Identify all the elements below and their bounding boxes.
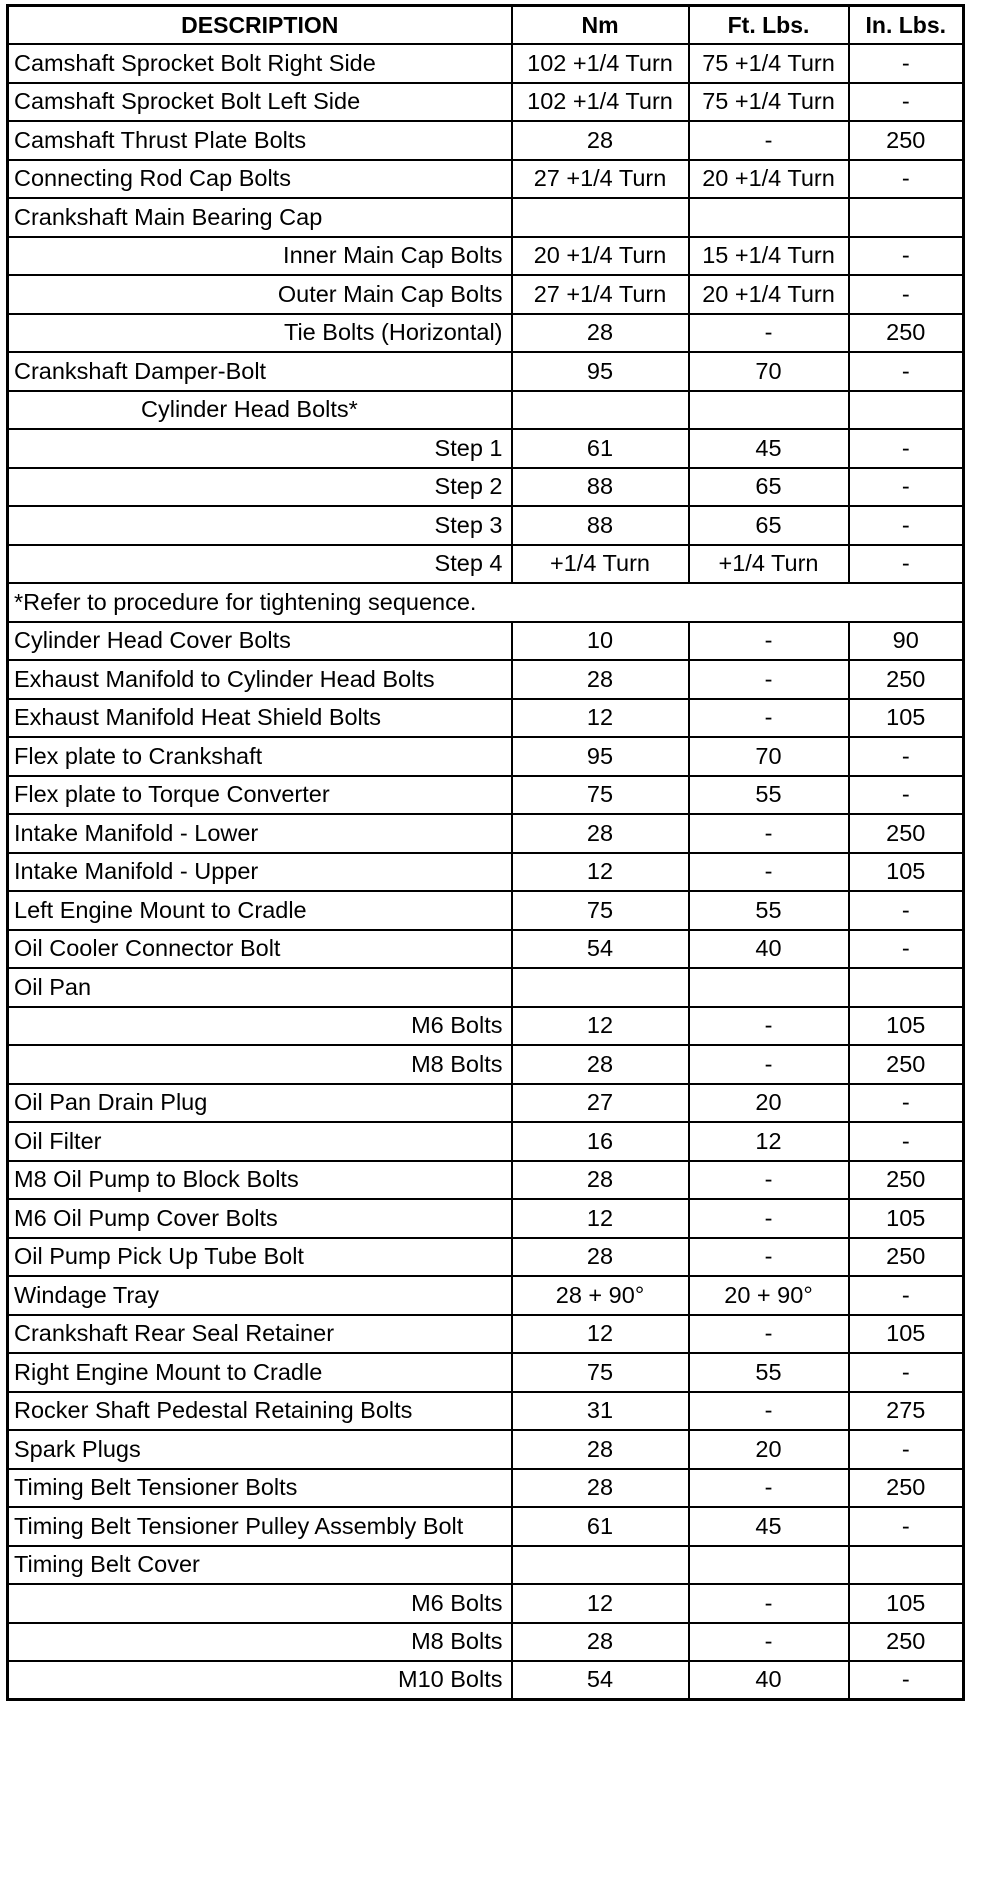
table-row (8, 968, 964, 1007)
table-row (8, 1315, 964, 1354)
table-row (8, 1623, 964, 1662)
ft-lbs-cell: - (689, 121, 849, 160)
nm-cell: 28 (512, 1623, 689, 1662)
table-row (8, 468, 964, 507)
table-row (8, 1392, 964, 1431)
ft-lbs-cell: - (689, 314, 849, 353)
description-cell: M6 Bolts (8, 1584, 512, 1623)
table-row (8, 814, 964, 853)
nm-cell: 95 (512, 737, 689, 776)
ft-lbs-cell: 20 +1/4 Turn (689, 160, 849, 199)
in-lbs-cell: 250 (849, 1469, 964, 1508)
nm-cell: 12 (512, 1007, 689, 1046)
nm-cell (512, 198, 689, 237)
ft-lbs-cell: - (689, 814, 849, 853)
in-lbs-cell: - (849, 1507, 964, 1546)
description-cell: Cylinder Head Bolts* (8, 391, 512, 430)
in-lbs-cell: 250 (849, 314, 964, 353)
in-lbs-cell: - (849, 776, 964, 815)
description-cell: Windage Tray (8, 1276, 512, 1315)
footnote: *Refer to procedure for tightening sequence. (8, 583, 964, 622)
description-cell: M10 Bolts (8, 1661, 512, 1700)
in-lbs-cell: - (849, 1276, 964, 1315)
ft-lbs-cell: 20 (689, 1430, 849, 1469)
description-cell: Step 2 (8, 468, 512, 507)
table-row (8, 853, 964, 892)
table-row (8, 891, 964, 930)
table-row (8, 583, 964, 622)
table-row (8, 622, 964, 661)
ft-lbs-cell: - (689, 660, 849, 699)
ft-lbs-cell: 75 +1/4 Turn (689, 83, 849, 122)
ft-lbs-cell: 55 (689, 1353, 849, 1392)
in-lbs-cell: - (849, 1430, 964, 1469)
torque-spec-table (6, 4, 965, 1701)
in-lbs-cell: - (849, 237, 964, 276)
nm-cell: 28 (512, 314, 689, 353)
ft-lbs-cell: - (689, 1392, 849, 1431)
nm-cell: 12 (512, 699, 689, 738)
table-row (8, 1199, 964, 1238)
in-lbs-cell: 105 (849, 1315, 964, 1354)
ft-lbs-cell: - (689, 1007, 849, 1046)
description-cell: Cylinder Head Cover Bolts (8, 622, 512, 661)
in-lbs-cell: - (849, 1122, 964, 1161)
ft-lbs-cell: 65 (689, 468, 849, 507)
nm-cell: 28 + 90° (512, 1276, 689, 1315)
nm-cell: 27 +1/4 Turn (512, 275, 689, 314)
table-row (8, 314, 964, 353)
in-lbs-cell: 275 (849, 1392, 964, 1431)
description-cell: Right Engine Mount to Cradle (8, 1353, 512, 1392)
description-cell: Step 4 (8, 545, 512, 584)
in-lbs-cell: 250 (849, 1161, 964, 1200)
ft-lbs-cell: - (689, 1315, 849, 1354)
ft-lbs-cell (689, 1546, 849, 1585)
description-cell: M8 Bolts (8, 1623, 512, 1662)
nm-cell: 61 (512, 1507, 689, 1546)
in-lbs-cell: - (849, 930, 964, 969)
description-cell: Connecting Rod Cap Bolts (8, 160, 512, 199)
ft-lbs-cell: 20 +1/4 Turn (689, 275, 849, 314)
description-cell: Camshaft Thrust Plate Bolts (8, 121, 512, 160)
ft-lbs-cell: 75 +1/4 Turn (689, 44, 849, 83)
table-row (8, 275, 964, 314)
nm-cell: 102 +1/4 Turn (512, 83, 689, 122)
in-lbs-cell: - (849, 275, 964, 314)
table-row (8, 83, 964, 122)
in-lbs-cell: - (849, 83, 964, 122)
ft-lbs-cell: - (689, 1584, 849, 1623)
description-cell: M6 Bolts (8, 1007, 512, 1046)
nm-cell: 54 (512, 930, 689, 969)
description-cell: Camshaft Sprocket Bolt Left Side (8, 83, 512, 122)
ft-lbs-cell: - (689, 1045, 849, 1084)
ft-lbs-cell: 20 + 90° (689, 1276, 849, 1315)
ft-lbs-cell: - (689, 1199, 849, 1238)
in-lbs-cell (849, 391, 964, 430)
in-lbs-cell: - (849, 429, 964, 468)
in-lbs-cell: - (849, 352, 964, 391)
table-row (8, 1276, 964, 1315)
in-lbs-cell: - (849, 737, 964, 776)
description-cell: Inner Main Cap Bolts (8, 237, 512, 276)
description-cell: Intake Manifold - Upper (8, 853, 512, 892)
nm-cell: 102 +1/4 Turn (512, 44, 689, 83)
in-lbs-cell: - (849, 891, 964, 930)
ft-lbs-cell: 15 +1/4 Turn (689, 237, 849, 276)
in-lbs-cell: - (849, 160, 964, 199)
table-row (8, 776, 964, 815)
nm-cell: 12 (512, 1315, 689, 1354)
ft-lbs-cell: 55 (689, 891, 849, 930)
description-cell: Crankshaft Main Bearing Cap (8, 198, 512, 237)
table-row (8, 44, 964, 83)
table-row (8, 1507, 964, 1546)
header-row (8, 6, 964, 45)
table-row (8, 506, 964, 545)
table-row (8, 121, 964, 160)
in-lbs-cell: - (849, 1661, 964, 1700)
nm-cell (512, 391, 689, 430)
ft-lbs-cell: 55 (689, 776, 849, 815)
description-cell: M8 Bolts (8, 1045, 512, 1084)
description-cell: Camshaft Sprocket Bolt Right Side (8, 44, 512, 83)
nm-cell: 75 (512, 891, 689, 930)
description-cell: Crankshaft Damper-Bolt (8, 352, 512, 391)
description-cell: Oil Cooler Connector Bolt (8, 930, 512, 969)
in-lbs-cell (849, 198, 964, 237)
in-lbs-cell (849, 968, 964, 1007)
description-cell: Outer Main Cap Bolts (8, 275, 512, 314)
in-lbs-cell: 250 (849, 1238, 964, 1277)
ft-lbs-cell: +1/4 Turn (689, 545, 849, 584)
nm-cell: 28 (512, 121, 689, 160)
in-lbs-cell: 105 (849, 1199, 964, 1238)
description-cell: Oil Pump Pick Up Tube Bolt (8, 1238, 512, 1277)
nm-cell: 28 (512, 1238, 689, 1277)
in-lbs-cell: 90 (849, 622, 964, 661)
table-row (8, 1161, 964, 1200)
description-cell: Step 3 (8, 506, 512, 545)
ft-lbs-cell: 70 (689, 737, 849, 776)
in-lbs-cell: 250 (849, 1623, 964, 1662)
in-lbs-cell: - (849, 44, 964, 83)
nm-cell: 88 (512, 506, 689, 545)
table-row (8, 545, 964, 584)
ft-lbs-cell: 65 (689, 506, 849, 545)
nm-cell: 54 (512, 1661, 689, 1700)
nm-cell: 28 (512, 660, 689, 699)
description-cell: Rocker Shaft Pedestal Retaining Bolts (8, 1392, 512, 1431)
table-body (8, 44, 964, 1700)
table-row (8, 930, 964, 969)
nm-cell: 95 (512, 352, 689, 391)
ft-lbs-cell: - (689, 1238, 849, 1277)
ft-lbs-cell: 20 (689, 1084, 849, 1123)
table-row (8, 1661, 964, 1700)
in-lbs-cell: - (849, 1353, 964, 1392)
ft-lbs-cell: 45 (689, 1507, 849, 1546)
nm-cell: 28 (512, 1469, 689, 1508)
table-row (8, 352, 964, 391)
nm-cell: 12 (512, 1584, 689, 1623)
table-row (8, 1469, 964, 1508)
ft-lbs-cell: 40 (689, 930, 849, 969)
table-row (8, 160, 964, 199)
header-nm: Nm (512, 6, 689, 45)
nm-cell: 10 (512, 622, 689, 661)
nm-cell (512, 1546, 689, 1585)
header-ft-lbs: Ft. Lbs. (689, 6, 849, 45)
description-cell: Flex plate to Torque Converter (8, 776, 512, 815)
description-cell: M8 Oil Pump to Block Bolts (8, 1161, 512, 1200)
in-lbs-cell: - (849, 545, 964, 584)
ft-lbs-cell (689, 198, 849, 237)
nm-cell: 20 +1/4 Turn (512, 237, 689, 276)
table-row (8, 391, 964, 430)
in-lbs-cell (849, 1546, 964, 1585)
description-cell: Intake Manifold - Lower (8, 814, 512, 853)
description-cell: Exhaust Manifold Heat Shield Bolts (8, 699, 512, 738)
description-cell: Step 1 (8, 429, 512, 468)
nm-cell (512, 968, 689, 1007)
nm-cell: 88 (512, 468, 689, 507)
nm-cell: 28 (512, 1430, 689, 1469)
table-row (8, 1584, 964, 1623)
in-lbs-cell: - (849, 1084, 964, 1123)
in-lbs-cell: 105 (849, 1584, 964, 1623)
ft-lbs-cell: - (689, 699, 849, 738)
table-row (8, 660, 964, 699)
nm-cell: 31 (512, 1392, 689, 1431)
description-cell: Oil Filter (8, 1122, 512, 1161)
description-cell: Tie Bolts (Horizontal) (8, 314, 512, 353)
ft-lbs-cell: 70 (689, 352, 849, 391)
header-description: DESCRIPTION (8, 6, 512, 45)
in-lbs-cell: - (849, 506, 964, 545)
table-row (8, 1122, 964, 1161)
description-cell: Timing Belt Cover (8, 1546, 512, 1585)
nm-cell: 27 +1/4 Turn (512, 160, 689, 199)
table-row (8, 429, 964, 468)
nm-cell: 28 (512, 814, 689, 853)
ft-lbs-cell: - (689, 622, 849, 661)
table-row (8, 737, 964, 776)
ft-lbs-cell (689, 968, 849, 1007)
table-row (8, 699, 964, 738)
table-row (8, 198, 964, 237)
table-row (8, 1238, 964, 1277)
in-lbs-cell: 250 (849, 814, 964, 853)
ft-lbs-cell: 45 (689, 429, 849, 468)
nm-cell: 61 (512, 429, 689, 468)
description-cell: Exhaust Manifold to Cylinder Head Bolts (8, 660, 512, 699)
nm-cell: 28 (512, 1045, 689, 1084)
nm-cell: 27 (512, 1084, 689, 1123)
ft-lbs-cell: - (689, 1161, 849, 1200)
description-cell: Spark Plugs (8, 1430, 512, 1469)
description-cell: Timing Belt Tensioner Bolts (8, 1469, 512, 1508)
in-lbs-cell: 105 (849, 699, 964, 738)
description-cell: Timing Belt Tensioner Pulley Assembly Bolt (8, 1507, 512, 1546)
nm-cell: 75 (512, 776, 689, 815)
table-row (8, 237, 964, 276)
table-row (8, 1007, 964, 1046)
header-in-lbs: In. Lbs. (849, 6, 964, 45)
table-row (8, 1430, 964, 1469)
description-cell: Oil Pan Drain Plug (8, 1084, 512, 1123)
description-cell: M6 Oil Pump Cover Bolts (8, 1199, 512, 1238)
ft-lbs-cell: - (689, 1623, 849, 1662)
description-cell: Left Engine Mount to Cradle (8, 891, 512, 930)
nm-cell: 12 (512, 853, 689, 892)
table-row (8, 1546, 964, 1585)
table-row (8, 1045, 964, 1084)
description-cell: Oil Pan (8, 968, 512, 1007)
in-lbs-cell: 105 (849, 1007, 964, 1046)
in-lbs-cell: 250 (849, 121, 964, 160)
table-row (8, 1084, 964, 1123)
nm-cell: 16 (512, 1122, 689, 1161)
description-cell: Flex plate to Crankshaft (8, 737, 512, 776)
ft-lbs-cell: - (689, 1469, 849, 1508)
nm-cell: 28 (512, 1161, 689, 1200)
table-row (8, 1353, 964, 1392)
nm-cell: +1/4 Turn (512, 545, 689, 584)
in-lbs-cell: 250 (849, 660, 964, 699)
in-lbs-cell: 105 (849, 853, 964, 892)
ft-lbs-cell: 12 (689, 1122, 849, 1161)
ft-lbs-cell (689, 391, 849, 430)
description-cell: Crankshaft Rear Seal Retainer (8, 1315, 512, 1354)
ft-lbs-cell: 40 (689, 1661, 849, 1700)
nm-cell: 75 (512, 1353, 689, 1392)
in-lbs-cell: - (849, 468, 964, 507)
ft-lbs-cell: - (689, 853, 849, 892)
nm-cell: 12 (512, 1199, 689, 1238)
in-lbs-cell: 250 (849, 1045, 964, 1084)
